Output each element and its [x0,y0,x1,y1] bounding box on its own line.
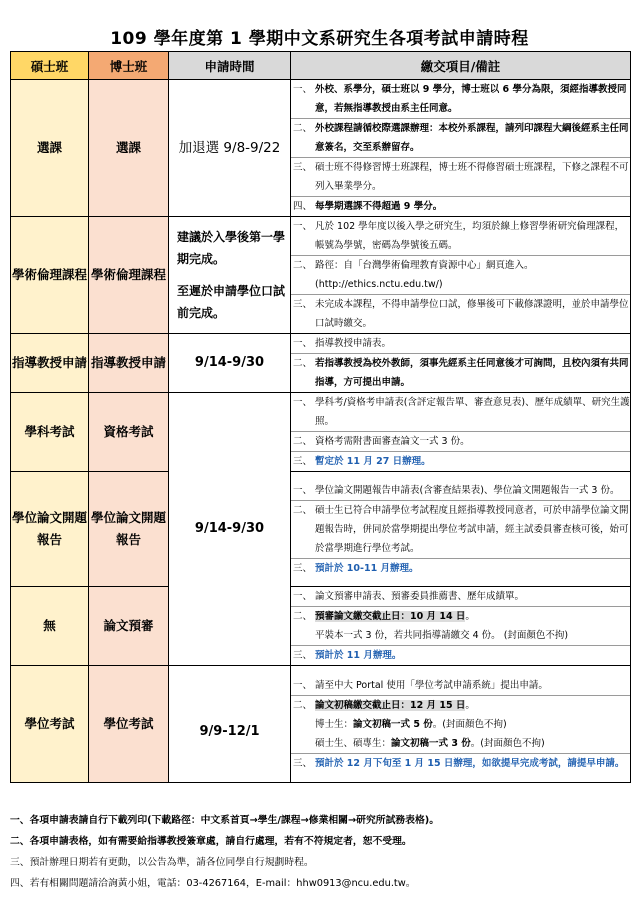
list-item: 一、 凡於 102 學年度以後入學之研究生，均須於線上修習學術研究倫理課程，帳號為學號，密碼為學號後五碼。 [291,217,630,256]
list-item: 三、 暫定於 11 月 27 日辦理。 [293,456,431,467]
header-phd: 博士班 [89,52,169,80]
list-item: 二、 碩士生已符合申請學位考試程度且經指導教授同意者，可於申請學位論文開題報告時，併同於當學期提出學位考試申請，經主試委員審查核可後，始可於當學期進行學位考試。 [291,501,630,559]
list-item: 一、 外校、系學分，碩士班以 9 學分，博士班以 6 學分為限，須經指導教授同意，若無指導教授由系主任同意。 [291,80,630,119]
list-item: 一、 學位論文開題報告申請表(含審查結果表)、學位論文開題報告一式 3 份。 [291,481,630,501]
footnote: 四、若有相關問題請洽詢黃小姐，電話：03-4267164，E-mail：hhw0913@ncu.edu.tw。 [10,878,416,889]
list-item: 一、 請至中大 Portal 使用「學位考試申請系統」提出申請。 [291,676,630,696]
time-cell: 9/14-9/30 [169,393,291,666]
list-item: 二、 論文初稿繳交截止日：12 月 15 日。 博士生：論文初稿一式 5 份。(封面顏色不拘) 碩士生、碩專生：論文初稿一式 3 份。(封面顏色不拘) [291,696,630,754]
footnote: 二、各項申請表格，如有需要給指導教授簽章處，請自行處理，若有不符規定者，恕不受理。 [10,836,412,847]
phd-cell: 指導教授申請 [89,334,169,393]
list-item: 二、 外校課程請循校際選課辦理：本校外系課程，請列印課程大綱後經系主任同意簽名，交至系辦留存。 [291,119,630,158]
table-row [11,334,631,393]
time-note: 建議於入學後第一學期完成。 [177,230,286,266]
list-item: 二、 資格考需附書面審查論文一式 3 份。 [291,432,630,452]
list-item: 三、 預計於 12 月下旬至 1 月 15 日辦理，如欲提早完成考試，請提早申請。 [293,757,625,769]
table-row [11,666,631,783]
list-item: 三、 碩士班不得修習博士班課程，博士班不得修習碩士班課程，下修之課程不可列入畢業學分。 [291,158,630,197]
footnote: 一、各項申請表請自行下載列印(下載路徑：中文系首頁→學生/課程→修業相關→研究所試務表格)。 [10,815,440,826]
items-cell [291,587,631,666]
phd-cell: 學位考試 [89,666,169,783]
table-row [11,217,631,334]
list-item: 四、 每學期選課不得超過 9 學分。 [293,201,443,212]
master-cell: 指導教授申請 [11,334,89,393]
list-item: 三、 預計於 10-11 月辦理。 [293,562,419,574]
schedule-table [10,51,631,783]
time-cell: 9/14-9/30 [169,334,291,393]
phd-cell: 學術倫理課程 [89,217,169,334]
table-row [11,393,631,472]
list-item: 一、 學科考/資格考申請表(含評定報告單、審查意見表)、歷年成績單、研究生護照。 [291,393,630,432]
table-row [11,80,631,217]
master-cell: 學術倫理課程 [11,217,89,334]
master-cell: 無 [11,587,89,666]
phd-cell: 資格考試 [89,393,169,472]
list-item: 二、 若指導教授為校外教師，須事先經系主任同意後才可詢問，且校內須有共同指導，方可提出申請。 [293,358,629,388]
phd-cell: 論文預審 [89,587,169,666]
master-cell: 學科考試 [11,393,89,472]
time-cell [169,217,291,334]
list-item: 二、 預審論文繳交截止日：10 月 14 日。 平裝本一式 3 份，若共同指導請繳交 4 份。 (封面顏色不拘) [291,607,630,646]
list-item: 三、 預計於 11 月辦理。 [293,650,402,661]
items-cell [291,393,631,472]
header-items: 繳交項目/備註 [291,52,631,80]
list-item: 一、 指導教授申請表。 [291,334,630,354]
header-master: 碩士班 [11,52,89,80]
items-cell [291,666,631,783]
table-row [11,587,631,666]
header-time: 申請時間 [169,52,291,80]
master-cell: 選課 [11,80,89,217]
list-item: 三、 未完成本課程，不得申請學位口試，修畢後可下載修課證明，並於申請學位口試時繳交。 [293,299,629,329]
phd-cell: 選課 [89,80,169,217]
footnote: 三、預計辦理日期若有更動，以公告為準，請各位同學自行規劃時程。 [10,857,314,868]
master-cell: 學位論文開題報告 [11,472,89,587]
master-cell: 學位考試 [11,666,89,783]
page-title: 109 學年度第 1 學期中文系研究生各項考試申請時程 [110,29,529,49]
table-row [11,472,631,587]
items-cell [291,80,631,217]
time-note: 至遲於申請學位口試前完成。 [177,284,286,320]
items-cell [291,472,631,587]
list-item: 二、 路徑：自「台灣學術倫理教育資源中心」網頁進入。(http://ethics.nctu.edu.tw/) [291,256,630,295]
items-cell [291,334,631,393]
footnotes [10,810,630,894]
time-cell: 9/9-12/1 [169,666,291,783]
table-header-row [11,52,631,80]
phd-cell: 學位論文開題報告 [89,472,169,587]
items-cell [291,217,631,334]
time-cell: 加退選 9/8-9/22 [169,80,291,217]
list-item: 一、 論文預審申請表、預審委員推薦書、歷年成績單。 [291,587,630,607]
